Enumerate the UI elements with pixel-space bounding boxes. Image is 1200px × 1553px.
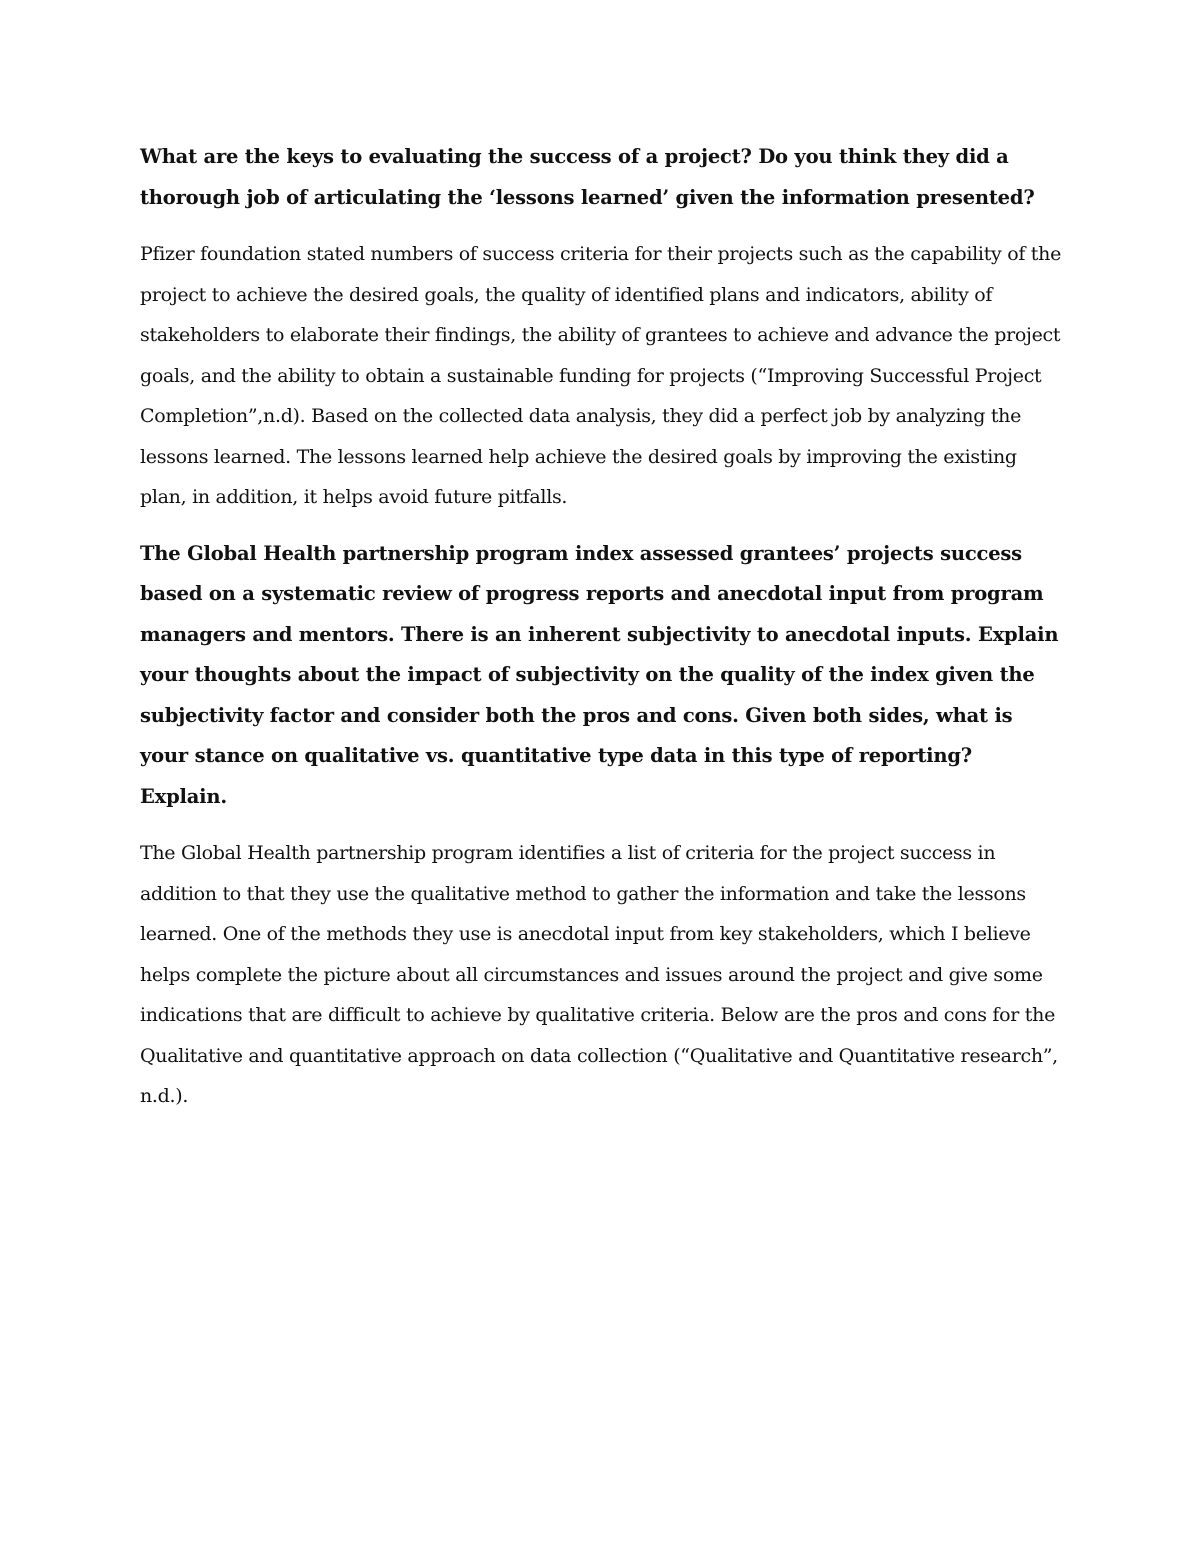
document-body — [140, 137, 1065, 1133]
question-2-heading: The Global Health partnership program index assessed grantees’ projects success based on a systematic review of progress reports and anecdotal input from program managers and mentors. There is an inherent subjectivity to anecdotal inputs. Explain your thoughts about the impact of subjectivity on the quality of the index given the subjectivity factor and consider both the pros and cons. Given both sides, what is your stance on qualitative vs. quantitative type data in this type of reporting? Explain. — [140, 541, 1059, 808]
answer-2-paragraph: The Global Health partnership program identifies a list of criteria for the project success in addition to that they use the qualitative method to gather the information and take the lessons learned. One of the methods they use is anecdotal input from key stakeholders, which I believe helps complete the picture about all circumstances and issues around the project and give some indications that are difficult to achieve by qualitative criteria. Below are the pros and cons for the Qualitative and quantitative approach on data collection (“Qualitative and Quantitative research”, n.d.). — [140, 842, 1058, 1107]
question-1-heading: What are the keys to evaluating the success of a project? Do you think they did a thorough job of articulating the ‘lessons learned’ given the information presented? — [140, 145, 1035, 209]
answer-1-paragraph: Pfizer foundation stated numbers of success criteria for their projects such as the capability of the project to achieve the desired goals, the quality of identified plans and indicators, ability of stakeholders to elaborate their findings, the ability of grantees to achieve and advance the project goals, and the ability to obtain a sustainable funding for projects (“Improving Successful Project Completion”,n.d). Based on the collected data analysis, they did a perfect job by analyzing the lessons learned. The lessons learned help achieve the desired goals by improving the existing plan, in addition, it helps avoid future pitfalls. — [140, 243, 1062, 508]
